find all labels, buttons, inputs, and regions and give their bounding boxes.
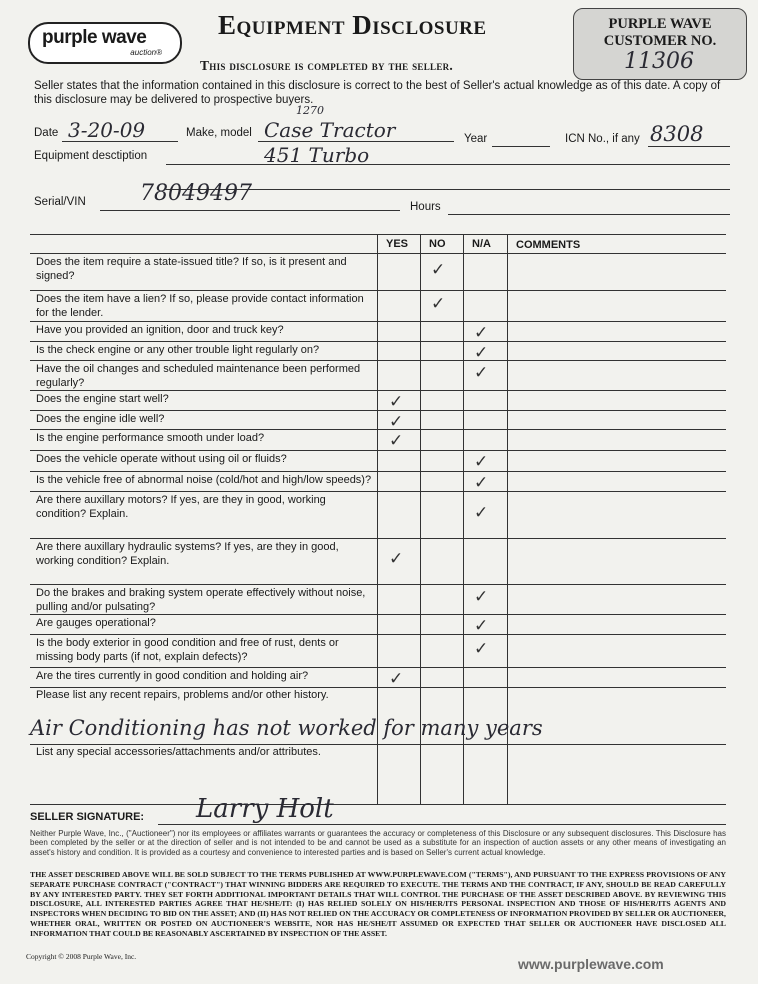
question-row-border: [30, 290, 726, 291]
repairs-label: Please list any recent repairs, problems and/or other history.: [36, 689, 329, 701]
table-bottom-border: [30, 804, 726, 805]
answer-checkmark-na: ✓: [474, 323, 489, 343]
table-top-border: [30, 234, 726, 235]
question-text: Does the engine idle well?: [36, 413, 165, 425]
serial-value: 78049497: [140, 181, 252, 206]
date-value: 3-20-09: [68, 118, 146, 142]
answer-checkmark-yes: ✓: [389, 431, 404, 451]
question-text: Is the engine performance smooth under load?: [36, 432, 265, 444]
answer-checkmark-no: ✓: [431, 293, 446, 314]
terms-text: THE ASSET DESCRIBED ABOVE WILL BE SOLD SUBJECT TO THE TERMS PUBLISHED AT WWW.PURPLEWAVE.COM ("TERMS"), AND PURSUANT TO THE EXPRESS PROVISIONS OF ANY SEPARATE PURCHASE CONTRACT ("CONTRACT") THAT WINNING BIDDERS ARE REQUIRED TO EXECUTE. THE TERMS AND THE CONTRACT, IF ANY, SHOULD BE READ CAREFULLY BY ANY INTERESTED PARTY. THEY SET FORTH ADDITIONAL IMPORTANT DETAILS THAT WILL CONTROL THE PURCHASE OF THE ASSET DESCRIBED ABOVE. BY REVIEWING THIS DISCLOSURE, ALL INTERESTED PARTIES AGREE THAT HE/SHE/IT: (I) HAS RELIED SOLELY ON HIS/HER/ITS PERSONAL INSPECTION AND THOSE OF HIS/HER/ITS AGENTS AND INSPECTORS WHEN DECIDING TO BID ON THE ASSET; AND (II) HAS NOT RELIED ON THE ACCURACY OR COMPLETENESS OF INFORMATION PROVIDED BY SELLER OR AUCTIONEER, WHETHER ORAL, WRITTEN OR POSTED ON AUCTIONEER'S WEBSITE, NOR HAS HE/SHE/IT ASSUMED OR EXPECTED THAT SELLER OR AUCTIONEER HAVE DISCLOSED ALL INFORMATION THAT COULD BE REASONABLY ASCERTAINED BY INSPECTION OF THE ASSET.: [30, 870, 726, 938]
repairs-row-border: [30, 744, 726, 745]
date-label: Date: [34, 127, 59, 139]
description-label: Equipment desctiption: [34, 150, 148, 162]
question-row-border: [30, 634, 726, 635]
question-text: Does the item require a state-issued title? If so, is it present and signed?: [36, 256, 347, 282]
question-text: Does the engine start well?: [36, 393, 169, 405]
answer-checkmark-na: ✓: [474, 616, 489, 636]
customer-number-label-line2: CUSTOMER NO.: [603, 33, 717, 49]
question-row-border: [30, 471, 726, 472]
question-text: Are the tires currently in good condition and holding air?: [36, 670, 309, 682]
website-text: www.purplewave.com: [518, 956, 664, 972]
question-row-border: [30, 390, 726, 391]
answer-checkmark-na: ✓: [474, 587, 489, 607]
question-row-border: [30, 410, 726, 411]
col-header-yes: YES: [386, 238, 409, 250]
logo-text: purple wave: [42, 27, 147, 48]
question-text: Are there auxillary hydraulic systems? If yes, are they in good, working condition? Explain.: [36, 541, 339, 567]
question-text: Is the body exterior in good condition and free of rust, dents or missing body parts (if not, explain defects)?: [36, 637, 339, 663]
copyright-text: Copyright © 2008 Purple Wave, Inc.: [26, 952, 137, 961]
answer-checkmark-na: ✓: [474, 343, 489, 363]
question-row-border: [30, 614, 726, 615]
make-model-value: Case Tractor: [264, 118, 396, 142]
answer-checkmark-yes: ✓: [389, 412, 404, 432]
question-text: Are gauges operational?: [36, 617, 156, 629]
make-model-value-above: 1270: [296, 104, 324, 117]
question-row-border: [30, 687, 726, 688]
description-value: 451 Turbo: [264, 143, 370, 167]
question-text: Is the check engine or any other trouble light regularly on?: [36, 344, 320, 356]
answer-checkmark-yes: ✓: [389, 669, 404, 689]
question-row-border: [30, 584, 726, 585]
seller-signature-label: SELLER SIGNATURE:: [30, 811, 145, 823]
answer-checkmark-yes: ✓: [389, 549, 404, 569]
accessories-label: List any special accessories/attachments and/or attributes.: [36, 746, 321, 758]
disclaimer-text: Neither Purple Wave, Inc., ("Auctioneer") nor its employees or affiliates warrants or guarantees the accuracy or completeness of this Disclosure or any subsequent disclosures. This Disclosure has been completed by the seller or at the direction of seller and is not intended to be and cannot be used as a substitute for an inspection of auction assets or any other means of investigating an asset's history and condition. It is provided as a courtesy and convenience to interested parties and is based on Seller's current actual knowledge.: [30, 829, 726, 857]
question-text: Have you provided an ignition, door and truck key?: [36, 324, 284, 336]
answer-checkmark-na: ✓: [474, 452, 489, 472]
intro-text: Seller states that the information contained in this disclosure is correct to the best of Seller's actual knowledge as of this date. A copy of this disclosure may be delivered to prospective buyers.: [34, 80, 721, 106]
table-header-border: [30, 253, 726, 254]
question-text: Are there auxillary motors? If yes, are they in good, working condition? Explain.: [36, 494, 326, 520]
hours-label: Hours: [410, 201, 441, 213]
page-title: Equipment Disclosure: [218, 10, 487, 40]
customer-number-value: 11306: [624, 49, 694, 74]
logo-subtext: auction®: [130, 48, 162, 57]
answer-checkmark-na: ✓: [474, 473, 489, 493]
year-label: Year: [464, 133, 488, 145]
col-header-comments: COMMENTS: [516, 239, 581, 251]
answer-checkmark-na: ✓: [474, 502, 489, 523]
question-row-border: [30, 360, 726, 361]
question-row-border: [30, 321, 726, 322]
question-row-border: [30, 450, 726, 451]
question-text: Do the brakes and braking system operate effectively without noise, pulling and/or pulsating?: [36, 587, 366, 613]
answer-checkmark-na: ✓: [474, 363, 489, 383]
question-text: Have the oil changes and scheduled maintenance been performed regularly?: [36, 363, 361, 389]
question-row-border: [30, 429, 726, 430]
question-row-border: [30, 491, 726, 492]
answer-checkmark-no: ✓: [431, 259, 446, 280]
page-subtitle: This disclosure is completed by the seller.: [200, 58, 454, 73]
icn-label: ICN No., if any: [565, 133, 640, 145]
question-row-border: [30, 667, 726, 668]
col-header-na: N/A: [472, 238, 491, 250]
answer-checkmark-yes: ✓: [389, 392, 404, 412]
question-row-border: [30, 341, 726, 342]
question-text: Does the vehicle operate without using oil or fluids?: [36, 453, 287, 465]
icn-value: 8308: [650, 122, 704, 146]
answer-checkmark-na: ✓: [474, 638, 489, 659]
question-text: Does the item have a lien? If so, please provide contact information for the lender.: [36, 293, 364, 319]
serial-label: Serial/VIN: [34, 196, 86, 208]
seller-signature: Larry Holt: [196, 794, 334, 824]
signature-underline: [158, 824, 726, 825]
question-row-border: [30, 538, 726, 539]
col-header-no: NO: [429, 238, 446, 250]
question-text: Is the vehicle free of abnormal noise (cold/hot and high/low speeds)?: [36, 474, 372, 486]
repairs-value: Air Conditioning has not worked for many years: [30, 716, 543, 740]
make-model-label: Make, model: [186, 127, 252, 139]
customer-number-label-line1: PURPLE WAVE: [608, 16, 712, 32]
